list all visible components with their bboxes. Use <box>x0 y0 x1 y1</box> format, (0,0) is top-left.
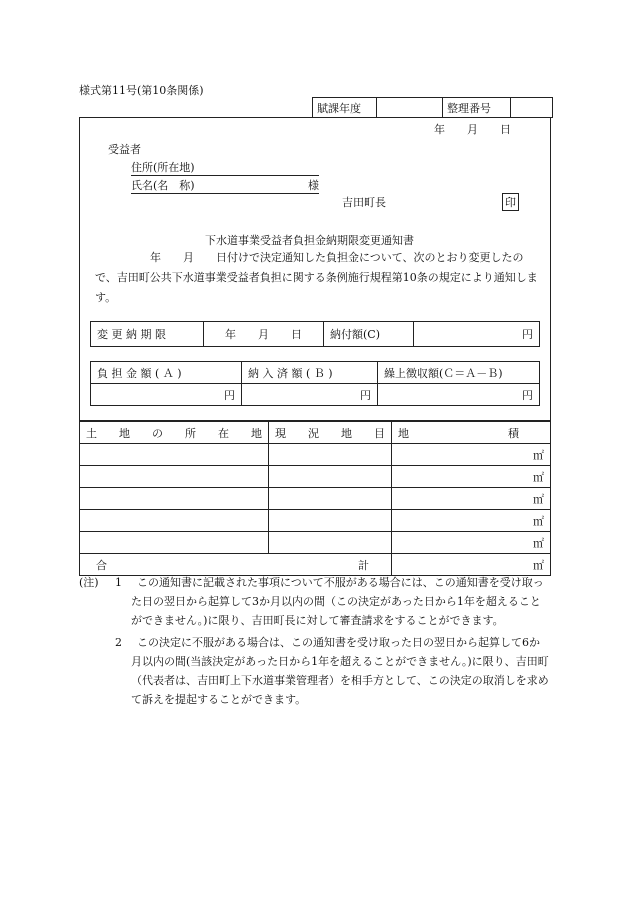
document-title: 下水道事業受益者負担金納期限変更通知書 <box>205 234 414 247</box>
amount-b-label: 納 入 済 額 ( Ｂ ) <box>242 362 378 384</box>
note-text: この通知書に記載された事項について不服がある場合には、この通知書を受け取った日の翌日から起算して3か月以内の間（この決定があった日から1年を超えることができません。)に限り、吉田町長に対して審査請求をすることができます。 <box>131 576 544 627</box>
note-number: 1 <box>115 576 122 589</box>
land-category-cell[interactable] <box>269 466 392 488</box>
area-unit: ㎡ <box>533 470 544 484</box>
ref-no-value[interactable] <box>511 98 553 118</box>
land-area-cell[interactable] <box>392 532 551 554</box>
recipient-label: 受益者 <box>108 143 141 156</box>
table-row <box>80 532 551 554</box>
land-location-header: 土 地 の 所 在 地 <box>80 422 269 444</box>
form-number: 様式第11号(第10条関係) <box>79 84 204 97</box>
land-category-cell[interactable] <box>269 444 392 466</box>
fiscal-year-label: 賦課年度 <box>313 98 377 118</box>
payment-unit: 円 <box>522 328 533 341</box>
area-unit: ㎡ <box>533 492 544 506</box>
body-text: 年 月 日付けで決定通知した負担金について、次のとおり変更したので、吉田町公共下水道事業受益者負担に関する条例施行規程第10条の規定により通知します。 <box>95 251 538 304</box>
amount-a-label: 負 担 金 額 ( Ａ ) <box>91 362 242 384</box>
name-label: 氏名(名 称) <box>131 179 195 192</box>
name-line[interactable] <box>131 177 319 194</box>
land-table <box>79 421 551 576</box>
payment-value[interactable] <box>414 322 540 347</box>
land-area-cell[interactable] <box>392 488 551 510</box>
table-row <box>80 488 551 510</box>
payment-label: 納付額(C) <box>324 322 414 347</box>
amount-c-value[interactable] <box>378 384 540 406</box>
amount-b-unit: 円 <box>360 388 371 402</box>
total-left: 合 <box>96 558 107 572</box>
deadline-table <box>90 321 540 347</box>
land-area-cell[interactable] <box>392 466 551 488</box>
land-area-cell[interactable] <box>392 444 551 466</box>
address-line[interactable] <box>131 159 319 176</box>
header-table <box>312 97 553 118</box>
issuer-title: 吉田町長 <box>342 196 386 209</box>
land-location-cell[interactable] <box>80 532 269 554</box>
table-row <box>80 444 551 466</box>
land-area-header: 地 積 <box>392 422 551 444</box>
date-line: 年 月 日 <box>434 123 511 136</box>
address-label: 住所(所在地) <box>131 161 195 174</box>
amount-b-value[interactable] <box>242 384 378 406</box>
amount-a-value[interactable] <box>91 384 242 406</box>
note-number: 2 <box>115 636 122 649</box>
area-unit: ㎡ <box>533 448 544 462</box>
amount-c-label: 繰上徴収額(Ｃ＝Ａ－Ｂ) <box>378 362 540 384</box>
fiscal-year-value[interactable] <box>377 98 443 118</box>
land-category-cell[interactable] <box>269 510 392 532</box>
notes <box>79 573 549 709</box>
honorific: 様 <box>308 179 319 192</box>
area-unit: ㎡ <box>533 514 544 528</box>
total-right: 計 <box>358 558 369 572</box>
land-location-cell[interactable] <box>80 488 269 510</box>
amount-c-unit: 円 <box>522 388 533 402</box>
seal-mark: 印 <box>502 193 519 211</box>
deadline-date[interactable]: 年 月 日 <box>204 322 324 347</box>
table-row <box>80 510 551 532</box>
area-unit: ㎡ <box>533 536 544 550</box>
table-row <box>80 466 551 488</box>
land-location-cell[interactable] <box>80 466 269 488</box>
amount-a-unit: 円 <box>224 388 235 402</box>
land-area-cell[interactable] <box>392 510 551 532</box>
note-item <box>79 573 549 630</box>
ref-no-label: 整理番号 <box>443 98 511 118</box>
land-category-header: 現 況 地 目 <box>269 422 392 444</box>
note-item <box>79 633 549 709</box>
amount-table <box>90 361 540 406</box>
note-text: この決定に不服がある場合は、この通知書を受け取った日の翌日から起算して6か月以内の間(当該決定があった日から1年を超えることができません。)に限り、吉田町（代表者は、吉田町上下水道事業管理者）を相手方として、この決定の取消しを求めて訴えを提起することができます。 <box>131 636 549 706</box>
notes-label: (注) <box>79 576 99 589</box>
land-category-cell[interactable] <box>269 532 392 554</box>
land-location-cell[interactable] <box>80 510 269 532</box>
area-unit: ㎡ <box>533 558 544 572</box>
deadline-label: 変 更 納 期 限 <box>91 322 204 347</box>
land-location-cell[interactable] <box>80 444 269 466</box>
land-category-cell[interactable] <box>269 488 392 510</box>
